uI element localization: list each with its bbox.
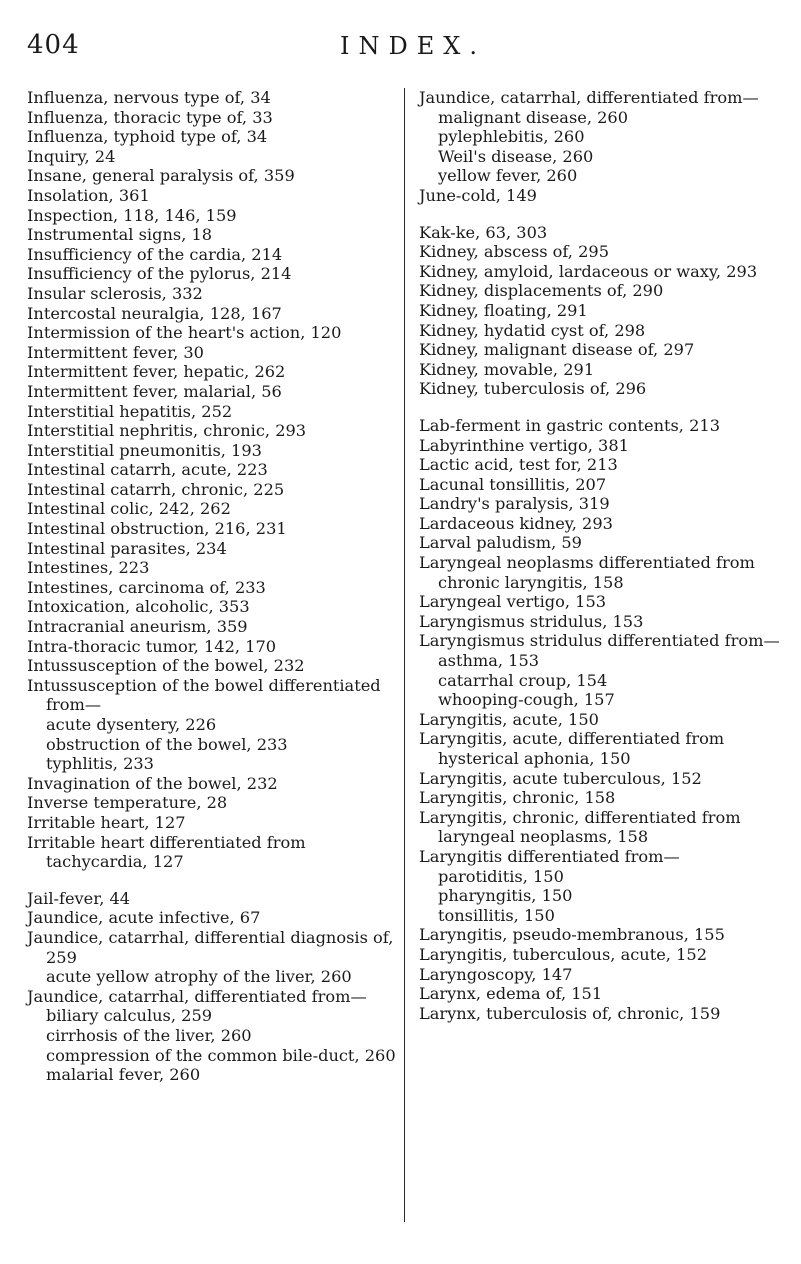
index-entry: Kidney, malignant disease of, 297 bbox=[419, 340, 695, 360]
index-entry: Insufficiency of the pylorus, 214 bbox=[27, 264, 292, 284]
index-entry: Insane, general paralysis of, 359 bbox=[27, 166, 295, 186]
index-entry: Laryngeal neoplasms differentiated from chronic laryngitis, 158 bbox=[419, 553, 755, 592]
index-entry: Kidney, displacements of, 290 bbox=[419, 281, 664, 301]
index-entry: Laryngitis, pseudo-membranous, 155 bbox=[419, 925, 725, 945]
index-entry: Larynx, edema of, 151 bbox=[419, 984, 603, 1004]
index-subentry: obstruction of the bowel, 233 bbox=[46, 734, 288, 754]
section-gap bbox=[419, 399, 789, 416]
index-entry: Kidney, movable, 291 bbox=[419, 359, 595, 379]
index-entry: Intra-thoracic tumor, 142, 170 bbox=[27, 636, 277, 656]
column-divider bbox=[404, 88, 405, 1222]
index-entry: Laryngoscopy, 147 bbox=[419, 964, 573, 984]
index-entry: Intermission of the heart's action, 120 bbox=[27, 323, 342, 343]
index-entry: Irritable heart, 127 bbox=[27, 812, 186, 832]
index-entry: Intermittent fever, hepatic, 262 bbox=[27, 362, 286, 382]
index-entry: Inquiry, 24 bbox=[27, 146, 116, 166]
index-entry: Lab-ferment in gastric contents, 213 bbox=[419, 415, 720, 435]
index-entry: Inverse temperature, 28 bbox=[27, 793, 228, 813]
index-subentry: malarial fever, 260 bbox=[46, 1065, 201, 1085]
index-subentry: tonsillitis, 150 bbox=[438, 905, 555, 925]
index-entry: Kidney, tuberculosis of, 296 bbox=[419, 379, 647, 399]
index-entry: Intracranial aneurism, 359 bbox=[27, 617, 248, 637]
index-entry: Laryngismus stridulus, 153 bbox=[419, 611, 644, 631]
index-entry: Larval paludism, 59 bbox=[419, 533, 582, 553]
index-entry: Laryngitis, chronic, 158 bbox=[419, 788, 616, 808]
index-subentry: yellow fever, 260 bbox=[438, 166, 578, 186]
index-entry: Laryngismus stridulus differentiated from— bbox=[419, 631, 780, 651]
index-subentry: catarrhal croup, 154 bbox=[438, 670, 608, 690]
index-entry: Insufficiency of the cardia, 214 bbox=[27, 244, 283, 264]
index-entry: Laryngitis, acute, differentiated from hysterical aphonia, 150 bbox=[419, 729, 725, 768]
index-entry: Jaundice, catarrhal, differential diagnosis of, 259 bbox=[27, 927, 394, 967]
index-entry: Kidney, amyloid, lardaceous or waxy, 293 bbox=[419, 261, 758, 281]
index-entry: Lacunal tonsillitis, 207 bbox=[419, 474, 607, 494]
index-subentry: asthma, 153 bbox=[438, 651, 540, 671]
section-gap bbox=[419, 206, 789, 223]
index-entry: Landry's paralysis, 319 bbox=[419, 494, 610, 514]
index-entry: Larynx, tuberculosis of, chronic, 159 bbox=[419, 1003, 721, 1023]
index-entry: Laryngitis, acute tuberculous, 152 bbox=[419, 768, 702, 788]
index-entry: Insolation, 361 bbox=[27, 185, 150, 205]
index-subentry: parotiditis, 150 bbox=[438, 866, 564, 886]
index-entry: Insular sclerosis, 332 bbox=[27, 283, 203, 303]
index-subentry: acute dysentery, 226 bbox=[46, 715, 217, 734]
index-column-right bbox=[419, 88, 789, 1023]
index-entry: Jail-fever, 44 bbox=[27, 888, 131, 908]
index-entry: Labyrinthine vertigo, 381 bbox=[419, 435, 629, 455]
index-entry: Jaundice, catarrhal, differentiated from— bbox=[419, 88, 759, 107]
index-entry: Intoxication, alcoholic, 353 bbox=[27, 597, 250, 617]
index-entry: Intestinal obstruction, 216, 231 bbox=[27, 519, 287, 539]
index-entry: Laryngitis, chronic, differentiated from laryngeal neoplasms, 158 bbox=[419, 807, 741, 847]
running-title: INDEX. bbox=[340, 32, 486, 60]
index-entry: Influenza, typhoid type of, 34 bbox=[27, 127, 268, 147]
index-entry: Lactic acid, test for, 213 bbox=[419, 455, 618, 475]
index-entry: June-cold, 149 bbox=[419, 185, 537, 205]
page-header bbox=[0, 30, 801, 66]
index-subentry: pharyngitis, 150 bbox=[438, 886, 573, 906]
index-entry: Laryngitis, acute, 150 bbox=[419, 709, 599, 729]
index-entry: Kidney, floating, 291 bbox=[419, 300, 588, 320]
index-entry: Intestinal catarrh, acute, 223 bbox=[27, 460, 268, 480]
index-entry: Kidney, hydatid cyst of, 298 bbox=[419, 320, 646, 340]
index-entry: Kidney, abscess of, 295 bbox=[419, 242, 609, 262]
index-entry: Jaundice, catarrhal, differentiated from— bbox=[27, 986, 367, 1006]
index-entry: Intermittent fever, malarial, 56 bbox=[27, 381, 282, 401]
index-entry: Lardaceous kidney, 293 bbox=[419, 513, 613, 533]
index-subentry: typhlitis, 233 bbox=[46, 754, 154, 774]
index-entry: Inspection, 118, 146, 159 bbox=[27, 205, 237, 225]
index-entry: Instrumental signs, 18 bbox=[27, 225, 213, 245]
index-entry: Kak-ke, 63, 303 bbox=[419, 222, 548, 242]
index-entry: Intestinal colic, 242, 262 bbox=[27, 499, 231, 519]
index-entry: Jaundice, acute infective, 67 bbox=[27, 908, 261, 928]
index-entry: Intestines, carcinoma of, 233 bbox=[27, 577, 266, 597]
index-entry: Intercostal neuralgia, 128, 167 bbox=[27, 303, 282, 323]
index-subentry: cirrhosis of the liver, 260 bbox=[46, 1025, 252, 1045]
index-column-left bbox=[27, 88, 402, 1085]
index-subentry: malignant disease, 260 bbox=[438, 107, 629, 127]
index-subentry: acute yellow atrophy of the liver, 260 bbox=[46, 967, 352, 987]
index-entry: Intermittent fever, 30 bbox=[27, 342, 204, 362]
index-entry: Irritable heart differentiated from tachycardia, 127 bbox=[27, 832, 306, 872]
index-entry: Interstitial nephritis, chronic, 293 bbox=[27, 421, 307, 441]
index-subentry: pylephlebitis, 260 bbox=[438, 127, 585, 147]
index-entry: Influenza, nervous type of, 34 bbox=[27, 88, 271, 107]
index-entry: Intestinal catarrh, chronic, 225 bbox=[27, 479, 285, 499]
index-entry: Laryngeal vertigo, 153 bbox=[419, 592, 607, 612]
index-entry: Laryngitis, tuberculous, acute, 152 bbox=[419, 944, 707, 964]
index-entry: Invagination of the bowel, 232 bbox=[27, 773, 278, 793]
index-entry: Intussusception of the bowel, 232 bbox=[27, 656, 305, 676]
index-entry: Interstitial hepatitis, 252 bbox=[27, 401, 233, 421]
index-subentry: compression of the common bile-duct, 260 bbox=[46, 1045, 396, 1065]
index-entry: Laryngitis differentiated from— bbox=[419, 846, 680, 866]
index-subentry: biliary calculus, 259 bbox=[46, 1006, 213, 1026]
index-entry: Intussusception of the bowel differentiated from— bbox=[27, 675, 381, 715]
index-entry: Intestinal parasites, 234 bbox=[27, 538, 227, 558]
index-subentry: Weil's disease, 260 bbox=[438, 146, 594, 166]
index-entry: Interstitial pneumonitis, 193 bbox=[27, 440, 262, 460]
index-entry: Influenza, thoracic type of, 33 bbox=[27, 107, 273, 127]
section-gap bbox=[27, 872, 402, 889]
index-entry: Intestines, 223 bbox=[27, 558, 150, 578]
page-number: 404 bbox=[27, 30, 80, 60]
index-subentry: whooping-cough, 157 bbox=[438, 690, 615, 710]
